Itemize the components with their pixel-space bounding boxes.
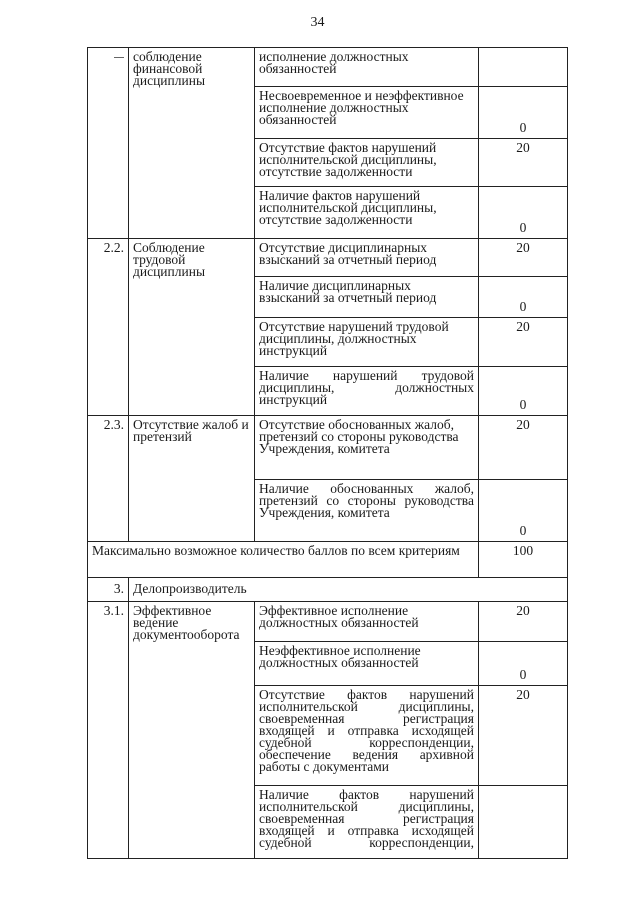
page-number: 34 [310, 15, 325, 30]
score-cell: 0 [479, 367, 568, 416]
criterion-cell: Отсутствие дисциплинарных взысканий за отчетный период [255, 239, 479, 277]
table-row [88, 48, 568, 87]
max-score-value: 100 [479, 542, 568, 578]
criterion-cell: Отсутствие фактов нарушений исполнительской дисциплины, отсутствие задолженности [255, 139, 479, 187]
criterion-cell: Наличие дисциплинарных взысканий за отчетный период [255, 277, 479, 318]
criterion-cell: Наличие нарушений трудовой дисциплины, должностных инструкций [255, 367, 479, 416]
indicator-cell: Соблюдение трудовой дисциплины [129, 239, 255, 416]
row-number-cell: 2.2. [88, 239, 129, 416]
score-cell: 0 [479, 277, 568, 318]
score-cell: 0 [479, 87, 568, 139]
score-cell: 20 [479, 239, 568, 277]
criterion-cell: Несвоевременное и неэффективное исполнение должностных обязанностей [255, 87, 479, 139]
score-cell: 0 [479, 642, 568, 686]
dash-mark [114, 57, 124, 58]
criterion-cell: Наличие обоснованных жалоб, претензий со стороны руководства Учреждения, комитета [255, 480, 479, 542]
score-cell: 20 [479, 416, 568, 480]
criteria-table [87, 47, 568, 859]
criterion-cell: Неэффективное исполнение должностных обязанностей [255, 642, 479, 686]
score-cell: 20 [479, 318, 568, 367]
section-number-cell: 3. [88, 578, 129, 602]
criterion-cell: Отсутствие обоснованных жалоб, претензий со стороны руководства Учреждения, комитета [255, 416, 479, 480]
criterion-cell: Наличие фактов нарушений исполнительской дисциплины, своевременная регистрация входящей и отправка исходящей судебной корреспонденции, [255, 786, 479, 859]
criterion-cell: Отсутствие фактов нарушений исполнительской дисциплины, своевременная регистрация входящей и отправка исходящей судебной корреспонденции, обеспечение ведения архивной работы с документами [255, 686, 479, 786]
score-cell: 20 [479, 602, 568, 642]
criterion-cell: Отсутствие нарушений трудовой дисциплины, должностных инструкций [255, 318, 479, 367]
score-cell: 20 [479, 139, 568, 187]
score-cell: 0 [479, 187, 568, 239]
table-row [88, 416, 568, 480]
max-score-label: Максимально возможное количество баллов по всем критериям [88, 542, 479, 578]
criterion-cell: Эффективное исполнение должностных обязанностей [255, 602, 479, 642]
score-cell [479, 48, 568, 87]
row-number-cell: 3.1. [88, 602, 129, 859]
indicator-cell: Эффективное ведение документооборота [129, 602, 255, 859]
table-row [88, 542, 568, 578]
criterion-cell: исполнение должностных обязанностей [255, 48, 479, 87]
table-row [88, 578, 568, 602]
criterion-cell: Наличие фактов нарушений исполнительской дисциплины, отсутствие задолженности [255, 187, 479, 239]
row-number-cell [88, 48, 129, 239]
table-row [88, 602, 568, 642]
indicator-cell: соблюдение финансовой дисциплины [129, 48, 255, 239]
section-title-cell: Делопроизводитель [129, 578, 568, 602]
indicator-cell: Отсутствие жалоб и претензий [129, 416, 255, 542]
table-row [88, 239, 568, 277]
score-cell [479, 786, 568, 859]
score-cell: 0 [479, 480, 568, 542]
row-number-cell: 2.3. [88, 416, 129, 542]
score-cell: 20 [479, 686, 568, 786]
